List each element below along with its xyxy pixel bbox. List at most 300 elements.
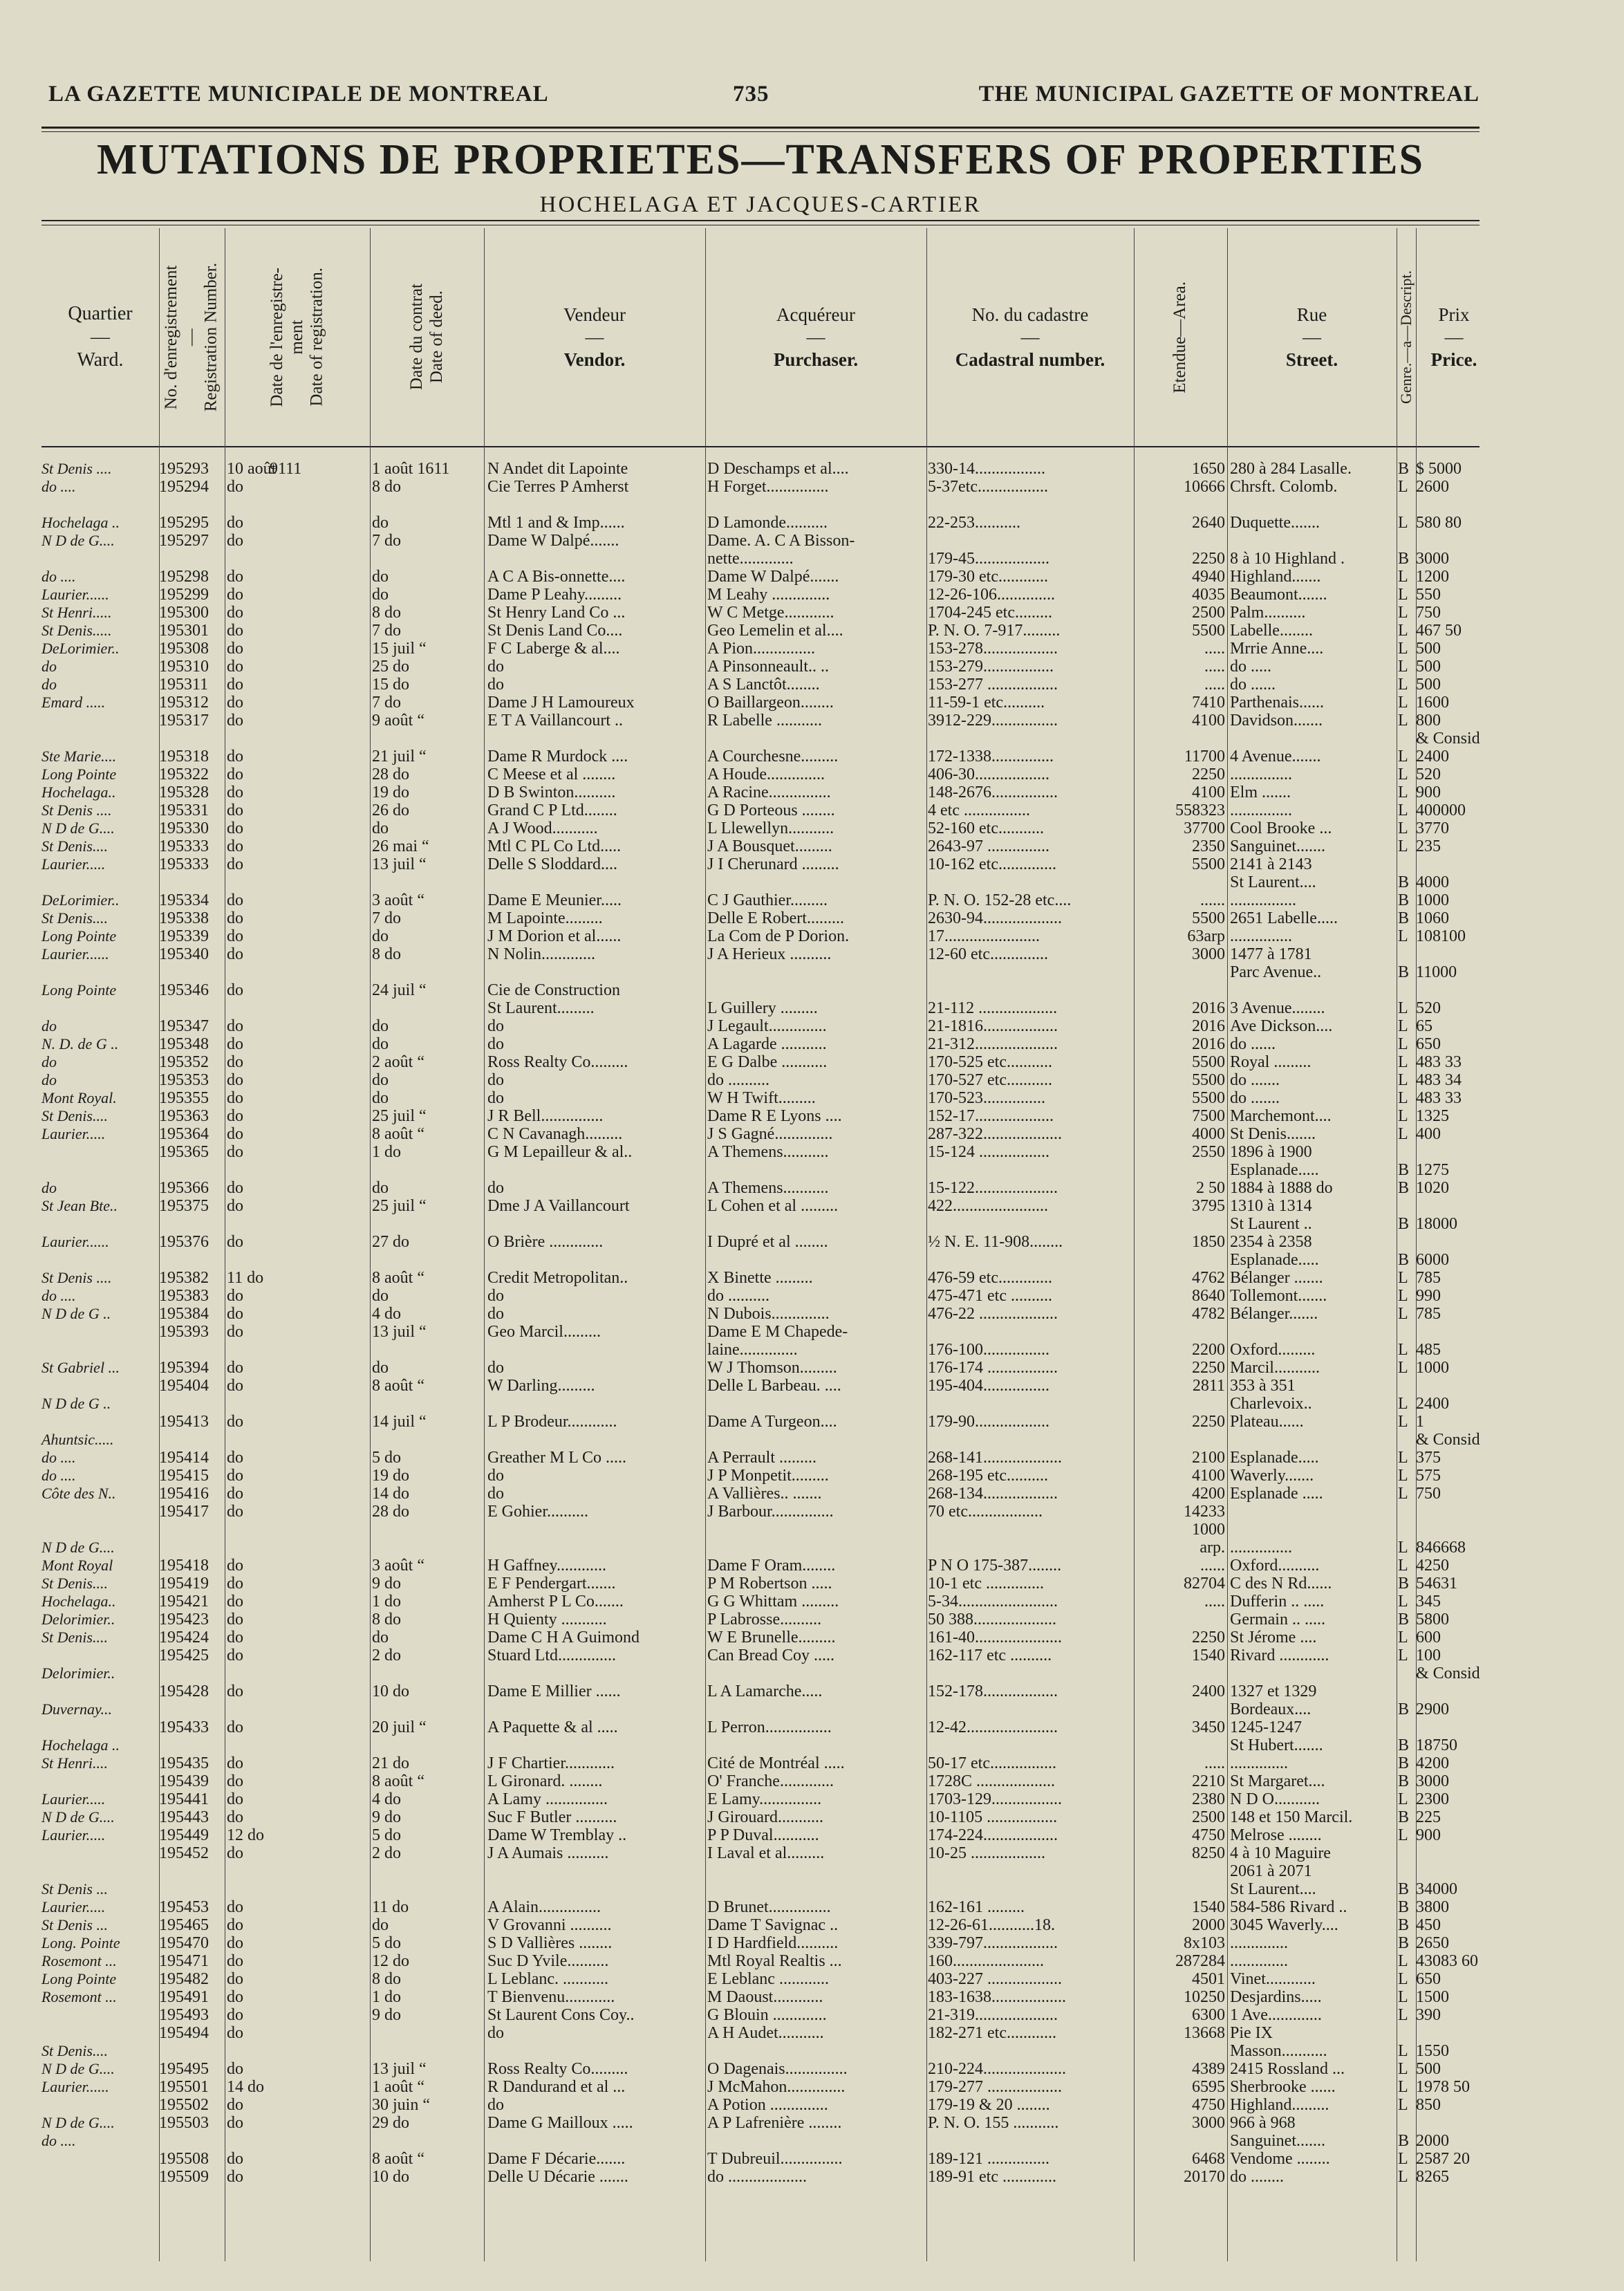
contract-date-cell: 8 août “ bbox=[372, 1377, 424, 1395]
price-cell: 400000 bbox=[1416, 801, 1466, 819]
vendor-cell: Mtl 1 and & Imp...... bbox=[487, 514, 625, 532]
price-cell: 800 bbox=[1416, 712, 1441, 730]
kind-cell: L bbox=[1398, 837, 1408, 855]
registration-folio-cell: 9111 bbox=[270, 460, 302, 478]
registration-date-cell: do bbox=[227, 2006, 243, 2024]
vendor-cell: do bbox=[487, 1035, 504, 1053]
cadastral-cell: 179-90.................. bbox=[928, 1413, 1049, 1431]
ward-cell: St Denis.... bbox=[41, 2042, 108, 2059]
extent-cell: 4100 bbox=[1192, 712, 1225, 730]
price-cell: 1500 bbox=[1416, 1988, 1449, 2006]
price-cell: 1978 50 bbox=[1416, 2078, 1470, 2096]
cadastral-cell: 268-141................... bbox=[928, 1449, 1062, 1467]
kind-cell: L bbox=[1398, 1107, 1408, 1125]
registration-date-cell: do bbox=[227, 514, 243, 532]
contract-date-cell: 15 juil “ bbox=[372, 640, 427, 658]
price-cell: 500 bbox=[1416, 640, 1441, 658]
registration-date-cell: do bbox=[227, 1934, 243, 1952]
street-cell: Sherbrooke ...... bbox=[1230, 2078, 1336, 2096]
street-cell: Royal ......... bbox=[1230, 1053, 1312, 1071]
purchaser-cell: R Labelle ........... bbox=[707, 712, 822, 730]
street-cell: 280 à 284 Lasalle. bbox=[1230, 460, 1352, 478]
cadastral-cell: 476-22 ................... bbox=[928, 1305, 1058, 1323]
street-cell: Highland....... bbox=[1230, 568, 1321, 586]
kind-cell: L bbox=[1398, 712, 1408, 730]
cadastral-cell: 1704-245 etc......... bbox=[928, 604, 1052, 622]
extent-cell: 3000 bbox=[1192, 2114, 1225, 2132]
street-cell: 2415 Rossland ... bbox=[1230, 2060, 1345, 2078]
purchaser-cell: G G Whittam ......... bbox=[707, 1593, 839, 1611]
contract-date-cell: do bbox=[372, 1287, 389, 1305]
contract-date-cell: 14 juil “ bbox=[372, 1413, 427, 1431]
purchaser-cell: X Binette ......... bbox=[707, 1269, 813, 1287]
vendor-cell: Dame G Mailloux ..... bbox=[487, 2114, 633, 2132]
price-cell: 3000 bbox=[1416, 550, 1449, 568]
vendor-cell: do bbox=[487, 1359, 504, 1377]
extent-cell: 6300 bbox=[1192, 2006, 1225, 2024]
table-row bbox=[41, 1125, 1480, 1143]
registration-cell: 195297 bbox=[159, 532, 209, 550]
ward-cell: Hochelaga .. bbox=[41, 1736, 120, 1754]
extent-cell: 4750 bbox=[1192, 1826, 1225, 1844]
cadastral-cell: 11-59-1 etc.......... bbox=[928, 694, 1045, 712]
contract-date-cell: 10 do bbox=[372, 1682, 409, 1700]
table-row bbox=[41, 873, 1480, 891]
kind-cell: L bbox=[1398, 604, 1408, 622]
table-row bbox=[41, 1233, 1480, 1251]
purchaser-cell: J McMahon.............. bbox=[707, 2078, 846, 2096]
cadastral-cell: 160...................... bbox=[928, 1952, 1044, 1970]
header-street-en: Street. bbox=[1285, 349, 1338, 370]
kind-cell: B bbox=[1398, 1808, 1410, 1826]
purchaser-cell: G Blouin ............. bbox=[707, 2006, 827, 2024]
purchaser-cell: W E Brunelle......... bbox=[707, 1629, 836, 1647]
divider bbox=[41, 220, 1480, 221]
price-cell: 2300 bbox=[1416, 1790, 1449, 1808]
price-cell: 2587 20 bbox=[1416, 2150, 1470, 2168]
contract-date-cell: 7 do bbox=[372, 909, 401, 927]
purchaser-cell: J A Bousquet......... bbox=[707, 837, 832, 855]
registration-cell: 195501 bbox=[159, 2078, 209, 2096]
header-divider bbox=[41, 446, 1480, 447]
registration-cell: 195383 bbox=[159, 1287, 209, 1305]
ward-cell: Long Pointe bbox=[41, 1970, 117, 1987]
registration-date-cell: do bbox=[227, 981, 243, 999]
extent-cell: 1850 bbox=[1192, 1233, 1225, 1251]
contract-date-cell: 7 do bbox=[372, 622, 401, 640]
purchaser-cell: A Courchesne......... bbox=[707, 748, 839, 766]
registration-date-cell: do bbox=[227, 1323, 243, 1341]
extent-cell: 1540 bbox=[1192, 1898, 1225, 1916]
vendor-cell: Geo Marcil......... bbox=[487, 1323, 601, 1341]
price-cell: 100 bbox=[1416, 1647, 1441, 1664]
table-row bbox=[41, 1323, 1480, 1341]
purchaser-cell: O' Franche............. bbox=[707, 1772, 834, 1790]
cadastral-cell: 179-277 .................. bbox=[928, 2078, 1062, 2096]
header-date-contract bbox=[370, 228, 484, 446]
price-cell: 1600 bbox=[1416, 694, 1449, 712]
contract-date-cell: 8 août “ bbox=[372, 1125, 424, 1143]
street-cell: 2354 à 2358 bbox=[1230, 1233, 1312, 1251]
extent-cell: 11700 bbox=[1184, 748, 1225, 766]
table-row bbox=[41, 514, 1480, 532]
extent-cell: 13668 bbox=[1184, 2024, 1225, 2042]
table-row bbox=[41, 1700, 1480, 1718]
contract-date-cell: 26 mai “ bbox=[372, 837, 429, 855]
ward-cell: do bbox=[41, 658, 57, 675]
kind-cell: L bbox=[1398, 2006, 1408, 2024]
street-cell: Esplanade..... bbox=[1230, 1161, 1319, 1179]
vendor-cell: Dame F Décarie....... bbox=[487, 2150, 626, 2168]
cadastral-cell: 21-319.................... bbox=[928, 2006, 1058, 2024]
contract-date-cell: 3 août “ bbox=[372, 891, 424, 909]
street-cell: 584-586 Rivard .. bbox=[1230, 1898, 1347, 1916]
street-cell: Rivard ............ bbox=[1230, 1647, 1329, 1664]
table-row bbox=[41, 1647, 1480, 1664]
header-cadastral-fr: No. du cadastre bbox=[971, 304, 1089, 325]
ward-cell: St Denis ... bbox=[41, 1916, 108, 1933]
extent-cell: 1540 bbox=[1192, 1647, 1225, 1664]
kind-cell: B bbox=[1398, 1575, 1410, 1593]
cadastral-cell: 179-45.................. bbox=[928, 550, 1049, 568]
ward-cell: Mont Royal. bbox=[41, 1089, 117, 1106]
street-cell: do ..... bbox=[1230, 658, 1271, 676]
extent-cell: 287284 bbox=[1175, 1952, 1225, 1970]
price-cell: 2400 bbox=[1416, 1395, 1449, 1413]
header-date-contract-text: Date du contrat Date of deed. bbox=[407, 284, 446, 391]
registration-cell: 195421 bbox=[159, 1593, 209, 1611]
kind-cell: L bbox=[1398, 658, 1408, 676]
purchaser-cell: Dame W Dalpé....... bbox=[707, 568, 839, 586]
price-cell: 375 bbox=[1416, 1449, 1441, 1467]
cadastral-cell: 2630-94................... bbox=[928, 909, 1062, 927]
price-cell: 520 bbox=[1416, 766, 1441, 783]
kind-cell: L bbox=[1398, 1305, 1408, 1323]
table-row bbox=[41, 622, 1480, 640]
extent-cell: 5500 bbox=[1192, 1071, 1225, 1089]
purchaser-cell: Delle E Robert......... bbox=[707, 909, 844, 927]
price-cell: 3800 bbox=[1416, 1898, 1449, 1916]
table-row bbox=[41, 1575, 1480, 1593]
ward-cell: Mont Royal bbox=[41, 1557, 113, 1574]
purchaser-cell: J Barbour............... bbox=[707, 1503, 834, 1521]
registration-date-cell: do bbox=[227, 586, 243, 604]
kind-cell: L bbox=[1398, 1790, 1408, 1808]
purchaser-cell: E G Dalbe ........... bbox=[707, 1053, 828, 1071]
registration-date-cell: do bbox=[227, 1790, 243, 1808]
street-cell: Highland......... bbox=[1230, 2096, 1329, 2114]
contract-date-cell: 5 do bbox=[372, 1449, 401, 1467]
purchaser-cell: Dame E M Chapede- bbox=[707, 1323, 848, 1341]
kind-cell: L bbox=[1398, 2060, 1408, 2078]
cadastral-cell: 339-797.................. bbox=[928, 1934, 1058, 1952]
purchaser-cell: laine.............. bbox=[707, 1341, 798, 1359]
ward-cell: do .... bbox=[41, 1467, 76, 1484]
kind-cell: L bbox=[1398, 1359, 1408, 1377]
contract-date-cell: 13 juil “ bbox=[372, 1323, 427, 1341]
registration-date-cell: do bbox=[227, 1970, 243, 1988]
cadastral-cell: 176-174 ................. bbox=[928, 1359, 1058, 1377]
price-cell: 650 bbox=[1416, 1035, 1441, 1053]
purchaser-cell: E Leblanc ............ bbox=[707, 1970, 829, 1988]
contract-date-cell: do bbox=[372, 586, 389, 604]
table-row bbox=[41, 2132, 1480, 2150]
registration-cell: 195293 bbox=[159, 460, 209, 478]
table-row bbox=[41, 478, 1480, 496]
price-cell: 483 34 bbox=[1416, 1071, 1462, 1089]
kind-cell: B bbox=[1398, 1772, 1410, 1790]
ward-cell: Hochelaga.. bbox=[41, 1593, 116, 1610]
price-cell: 520 bbox=[1416, 999, 1441, 1017]
registration-cell: 195393 bbox=[159, 1323, 209, 1341]
ward-cell: Laurier...... bbox=[41, 945, 109, 963]
ward-cell: N D de G.... bbox=[41, 1539, 115, 1556]
table-row bbox=[41, 1593, 1480, 1611]
registration-cell: 195435 bbox=[159, 1754, 209, 1772]
price-cell: 5800 bbox=[1416, 1611, 1449, 1629]
contract-date-cell: 19 do bbox=[372, 783, 409, 801]
cadastral-cell: 21-312.................... bbox=[928, 1035, 1058, 1053]
street-cell: N D O........... bbox=[1230, 1790, 1320, 1808]
registration-cell: 195347 bbox=[159, 1017, 209, 1035]
vendor-cell: do bbox=[487, 1071, 504, 1089]
extent-cell: 4035 bbox=[1192, 586, 1225, 604]
table-row bbox=[41, 1179, 1480, 1197]
vendor-cell: Grand C P Ltd........ bbox=[487, 801, 617, 819]
registration-date-cell: 12 do bbox=[227, 1826, 264, 1844]
registration-cell: 195425 bbox=[159, 1647, 209, 1664]
cadastral-cell: 183-1638.................. bbox=[928, 1988, 1066, 2006]
price-cell: 2900 bbox=[1416, 1700, 1449, 1718]
ward-cell: Laurier...... bbox=[41, 586, 109, 603]
street-cell: Bélanger....... bbox=[1230, 1305, 1318, 1323]
price-cell: 467 50 bbox=[1416, 622, 1462, 640]
registration-date-cell: do bbox=[227, 1718, 243, 1736]
street-cell: St Laurent.... bbox=[1230, 873, 1316, 891]
street-cell: Mrrie Anne.... bbox=[1230, 640, 1324, 658]
contract-date-cell: 28 do bbox=[372, 1503, 409, 1521]
registration-cell: 195493 bbox=[159, 2006, 209, 2024]
registration-cell: 195366 bbox=[159, 1179, 209, 1197]
header-price: Prix — Price. bbox=[1430, 304, 1477, 370]
ward-cell: N. D. de G .. bbox=[41, 1035, 119, 1052]
ward-cell: St Henri.... bbox=[41, 1754, 108, 1772]
purchaser-cell: T Dubreuil............... bbox=[707, 2150, 843, 2168]
registration-cell: 195353 bbox=[159, 1071, 209, 1089]
price-cell: 1020 bbox=[1416, 1179, 1449, 1197]
ward-cell: do bbox=[41, 1017, 57, 1035]
vendor-cell: Suc F Butler .......... bbox=[487, 1808, 617, 1826]
registration-date-cell: do bbox=[227, 694, 243, 712]
header-price-fr: Prix bbox=[1438, 304, 1470, 325]
cadastral-cell: 161-40..................... bbox=[928, 1629, 1062, 1647]
street-cell: 148 et 150 Marcil. bbox=[1230, 1808, 1353, 1826]
registration-date-cell: do bbox=[227, 1952, 243, 1970]
table-row bbox=[41, 1682, 1480, 1700]
kind-cell: B bbox=[1398, 1898, 1410, 1916]
cadastral-cell: 162-117 etc .......... bbox=[928, 1647, 1052, 1664]
ward-cell: St Denis ... bbox=[41, 1880, 108, 1898]
purchaser-cell: La Com de P Dorion. bbox=[707, 927, 850, 945]
street-cell: Vinet............ bbox=[1230, 1970, 1316, 1988]
vendor-cell: St Henry Land Co ... bbox=[487, 604, 626, 622]
street-cell: Elm ....... bbox=[1230, 783, 1291, 801]
registration-date-cell: do bbox=[227, 1593, 243, 1611]
purchaser-cell: do .......... bbox=[707, 1287, 769, 1305]
divider bbox=[41, 127, 1480, 129]
registration-cell: 195301 bbox=[159, 622, 209, 640]
ward-cell: St Denis .... bbox=[41, 460, 112, 477]
registration-cell: 195382 bbox=[159, 1269, 209, 1287]
price-cell: 900 bbox=[1416, 783, 1441, 801]
table-row bbox=[41, 1736, 1480, 1754]
extent-cell: 7410 bbox=[1192, 694, 1225, 712]
registration-cell: 195352 bbox=[159, 1053, 209, 1071]
price-cell: 500 bbox=[1416, 676, 1441, 694]
contract-date-cell: 9 août “ bbox=[372, 712, 424, 730]
purchaser-cell: A Perrault ......... bbox=[707, 1449, 816, 1467]
extent-cell: 1000 bbox=[1192, 1521, 1225, 1539]
table-row bbox=[41, 694, 1480, 712]
kind-cell: L bbox=[1398, 819, 1408, 837]
contract-date-cell: 1 do bbox=[372, 1988, 401, 2006]
vendor-cell: do bbox=[487, 658, 504, 676]
table-row bbox=[41, 1017, 1480, 1035]
street-cell: Desjardins..... bbox=[1230, 1988, 1322, 2006]
header-extent-text: Etendue—Area. bbox=[1170, 281, 1190, 393]
ward-cell: do bbox=[41, 676, 57, 693]
purchaser-cell: Dame. A. C A Bisson- bbox=[707, 532, 855, 550]
vendor-cell: Dame E Meunier..... bbox=[487, 891, 622, 909]
price-cell: 846668 bbox=[1416, 1539, 1466, 1557]
kind-cell: L bbox=[1398, 2168, 1408, 2186]
price-cell: $ 5000 bbox=[1416, 460, 1462, 478]
registration-date-cell: do bbox=[227, 1898, 243, 1916]
registration-cell: 195384 bbox=[159, 1305, 209, 1323]
extent-cell: ..... bbox=[1204, 658, 1225, 676]
street-cell: St Laurent .. bbox=[1230, 1215, 1312, 1233]
registration-date-cell: do bbox=[227, 1377, 243, 1395]
ward-cell: Laurier...... bbox=[41, 1233, 109, 1250]
cadastral-cell: 330-14................. bbox=[928, 460, 1045, 478]
purchaser-cell: A Themens........... bbox=[707, 1143, 829, 1161]
kind-cell: B bbox=[1398, 1179, 1410, 1197]
cadastral-cell: 10-162 etc.............. bbox=[928, 855, 1056, 873]
purchaser-cell: J P Monpetit......... bbox=[707, 1467, 829, 1485]
table-row bbox=[41, 604, 1480, 622]
extent-cell: 6595 bbox=[1192, 2078, 1225, 2096]
header-date-registration-text: Date de l'enregistre- ment Date of registration. bbox=[267, 267, 326, 407]
price-cell: 1000 bbox=[1416, 891, 1449, 909]
price-cell: 4200 bbox=[1416, 1754, 1449, 1772]
registration-cell: 195415 bbox=[159, 1467, 209, 1485]
street-cell: ................ bbox=[1230, 891, 1296, 909]
cadastral-cell: 15-122.................... bbox=[928, 1179, 1058, 1197]
table-row bbox=[41, 2078, 1480, 2096]
registration-date-cell: do bbox=[227, 909, 243, 927]
cadastral-cell: 17....................... bbox=[928, 927, 1040, 945]
cadastral-cell: 10-25 .................. bbox=[928, 1844, 1045, 1862]
kind-cell: L bbox=[1398, 478, 1408, 496]
cadastral-cell: 182-271 etc............ bbox=[928, 2024, 1056, 2042]
street-cell: St Denis....... bbox=[1230, 1125, 1316, 1143]
extent-cell: 3795 bbox=[1192, 1197, 1225, 1215]
purchaser-cell: L Llewellyn........... bbox=[707, 819, 834, 837]
table-row bbox=[41, 801, 1480, 819]
cadastral-cell: 52-160 etc........... bbox=[928, 819, 1044, 837]
extent-cell: 82704 bbox=[1184, 1575, 1225, 1593]
price-cell: 575 bbox=[1416, 1467, 1441, 1485]
vendor-cell: S D Vallières ........ bbox=[487, 1934, 613, 1952]
ward-cell: Laurier..... bbox=[41, 1125, 106, 1142]
registration-cell: 195365 bbox=[159, 1143, 209, 1161]
street-cell: do ...... bbox=[1230, 1035, 1276, 1053]
extent-cell: 558323 bbox=[1175, 801, 1225, 819]
extent-cell: 37700 bbox=[1184, 819, 1225, 837]
extent-cell: 2100 bbox=[1192, 1449, 1225, 1467]
table-row bbox=[41, 999, 1480, 1017]
cadastral-cell: 1703-129................. bbox=[928, 1790, 1062, 1808]
registration-date-cell: do bbox=[227, 766, 243, 783]
vendor-cell: E T A Vaillancourt .. bbox=[487, 712, 623, 730]
contract-date-cell: 7 do bbox=[372, 694, 401, 712]
table-row bbox=[41, 2114, 1480, 2132]
street-cell: do ....... bbox=[1230, 1071, 1280, 1089]
registration-cell: 195330 bbox=[159, 819, 209, 837]
cadastral-cell: 3912-229................ bbox=[928, 712, 1058, 730]
price-cell: 3770 bbox=[1416, 819, 1449, 837]
contract-date-cell: do bbox=[372, 1017, 389, 1035]
kind-cell: L bbox=[1398, 1467, 1408, 1485]
purchaser-cell: Cité de Montréal ..... bbox=[707, 1754, 845, 1772]
street-cell: 2651 Labelle..... bbox=[1230, 909, 1338, 927]
extent-cell: 3000 bbox=[1192, 945, 1225, 963]
contract-date-cell: 9 do bbox=[372, 1575, 401, 1593]
vendor-cell: C N Cavanagh......... bbox=[487, 1125, 623, 1143]
street-cell: ............... bbox=[1230, 927, 1292, 945]
contract-date-cell: 29 do bbox=[372, 2114, 409, 2132]
price-cell: 1000 bbox=[1416, 1359, 1449, 1377]
extent-cell: 14233 bbox=[1184, 1503, 1225, 1521]
table-row bbox=[41, 1089, 1480, 1107]
purchaser-cell: G D Porteous ........ bbox=[707, 801, 835, 819]
extent-cell: 2016 bbox=[1192, 999, 1225, 1017]
vendor-cell: T Bienvenu............ bbox=[487, 1988, 615, 2006]
ward-cell: Long Pointe bbox=[41, 766, 117, 783]
price-cell: 18750 bbox=[1416, 1736, 1457, 1754]
contract-date-cell: 2 do bbox=[372, 1647, 401, 1664]
header-registration bbox=[159, 228, 225, 446]
vendor-cell: M Lapointe......... bbox=[487, 909, 603, 927]
price-cell: 43083 60 bbox=[1416, 1952, 1478, 1970]
extent-cell: 2350 bbox=[1192, 837, 1225, 855]
ward-cell: do .... bbox=[41, 478, 76, 495]
vendor-cell: H Gaffney............ bbox=[487, 1557, 606, 1575]
table-row bbox=[41, 1251, 1480, 1269]
registration-date-cell: do bbox=[227, 1197, 243, 1215]
extent-cell: 2250 bbox=[1192, 1413, 1225, 1431]
running-head-left: LA GAZETTE MUNICIPALE DE MONTREAL bbox=[48, 82, 549, 106]
registration-date-cell: do bbox=[227, 532, 243, 550]
street-cell: Palm.......... bbox=[1230, 604, 1306, 622]
street-cell: do ....... bbox=[1230, 1089, 1280, 1107]
kind-cell: L bbox=[1398, 766, 1408, 783]
table-row bbox=[41, 460, 1480, 478]
table-row bbox=[41, 568, 1480, 586]
ward-cell: Duvernay... bbox=[41, 1700, 113, 1718]
vendor-cell: O Brière ............. bbox=[487, 1233, 604, 1251]
street-cell: 2061 à 2071 bbox=[1230, 1862, 1312, 1880]
